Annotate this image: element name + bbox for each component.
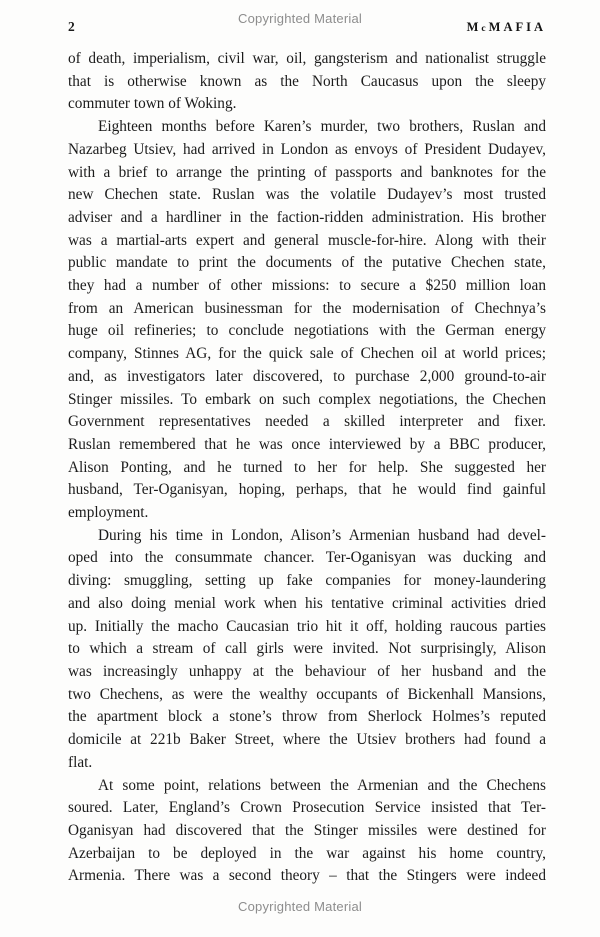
copyright-notice-top: Copyrighted Material	[238, 11, 362, 26]
body-line: they had a number of other missions: to secure a $250 million loan	[68, 277, 546, 295]
body-line: of death, imperialism, civil war, oil, gangsterism and nationalist struggle	[68, 50, 546, 67]
body-line: was a martial-arts expert and general muscle-for-hire. Along with their	[68, 231, 546, 249]
title-rest: MAFIA	[488, 20, 546, 34]
body-line: huge oil refineries; to conclude negotiations with the German energy	[68, 322, 546, 340]
body-line: domicile at 221b Baker Street, where the Utsiev brothers had found a	[68, 731, 546, 749]
title-cap-m: M	[466, 20, 482, 34]
body-line: adviser and a hardliner in the faction-ridden administration. His brother	[68, 208, 546, 226]
body-line: up. Initially the macho Caucasian trio hit it off, holding raucous parties	[68, 617, 546, 635]
body-line: soured. Later, England’s Crown Prosecution Service insisted that Ter-	[68, 799, 546, 817]
body-line: Government representatives needed a skilled interpreter and fixer.	[68, 413, 546, 431]
body-line: Azerbaijan to be deployed in the war against his home country,	[68, 844, 546, 862]
body-line: Oganisyan had discovered that the Stinger missiles were destined for	[68, 821, 546, 839]
body-line: that is otherwise known as the North Caucasus upon the sleepy	[68, 72, 546, 90]
body-line: flat.	[68, 753, 93, 771]
body-line: oped into the consummate chancer. Ter-Oganisyan was ducking and	[68, 549, 546, 567]
body-line: Nazarbeg Utsiev, had arrived in London as envoys of President Dudayev,	[68, 140, 546, 158]
body-line: At some point, relations between the Armenian and the Chechens	[98, 776, 546, 794]
body-line: During his time in London, Alison’s Armenian husband had devel-	[98, 526, 546, 544]
body-line: was increasingly unhappy at the behaviour of her husband and the	[68, 662, 546, 680]
body-line: to which a stream of call girls were invited. Not surprisingly, Alison	[68, 640, 546, 658]
body-line: new Chechen state. Ruslan was the volatile Dudayev’s most trusted	[68, 186, 546, 204]
body-line: husband, Ter-Oganisyan, hoping, perhaps, that he would find gainful	[68, 481, 546, 499]
body-line: Stinger missiles. To embark on such complex negotiations, the Chechen	[68, 390, 546, 408]
body-line: with a brief to arrange the printing of passports and banknotes for the	[68, 163, 546, 181]
running-head-book-title	[467, 20, 546, 35]
body-line: Eighteen months before Karen’s murder, two brothers, Ruslan and	[98, 118, 546, 136]
body-line: Armenia. There was a second theory – that the Stingers were indeed	[68, 867, 546, 885]
body-line: and also doing menial work when his tentative criminal activities dried	[68, 594, 546, 612]
body-line: and, as investigators later discovered, to purchase 2,000 ground-to-air	[68, 367, 546, 385]
page-header	[68, 19, 546, 35]
page-number: 2	[68, 19, 75, 34]
body-line: employment.	[68, 504, 149, 522]
body-line: two Chechens, as were the wealthy occupants of Bickenhall Mansions,	[68, 685, 546, 703]
copyright-notice-bottom: Copyrighted Material	[238, 899, 362, 914]
body-line: the apartment block a stone’s throw from Sherlock Holmes’s reputed	[68, 708, 546, 726]
body-text	[68, 48, 546, 888]
body-line: diving: smuggling, setting up fake companies for money-laundering	[68, 572, 546, 590]
body-line: Ruslan remembered that he was once interviewed by a BBC producer,	[68, 435, 546, 453]
body-line: company, Stinnes AG, for the quick sale of Chechen oil at world prices;	[68, 345, 546, 363]
body-line: from an American businessman for the modernisation of Chechnya’s	[68, 299, 546, 317]
body-line: public mandate to print the documents of the putative Chechen state,	[68, 254, 546, 272]
body-line: Alison Ponting, and he turned to her for help. She suggested her	[68, 458, 546, 476]
title-small-c: c	[481, 24, 489, 34]
body-line: commuter town of Woking.	[68, 95, 237, 113]
